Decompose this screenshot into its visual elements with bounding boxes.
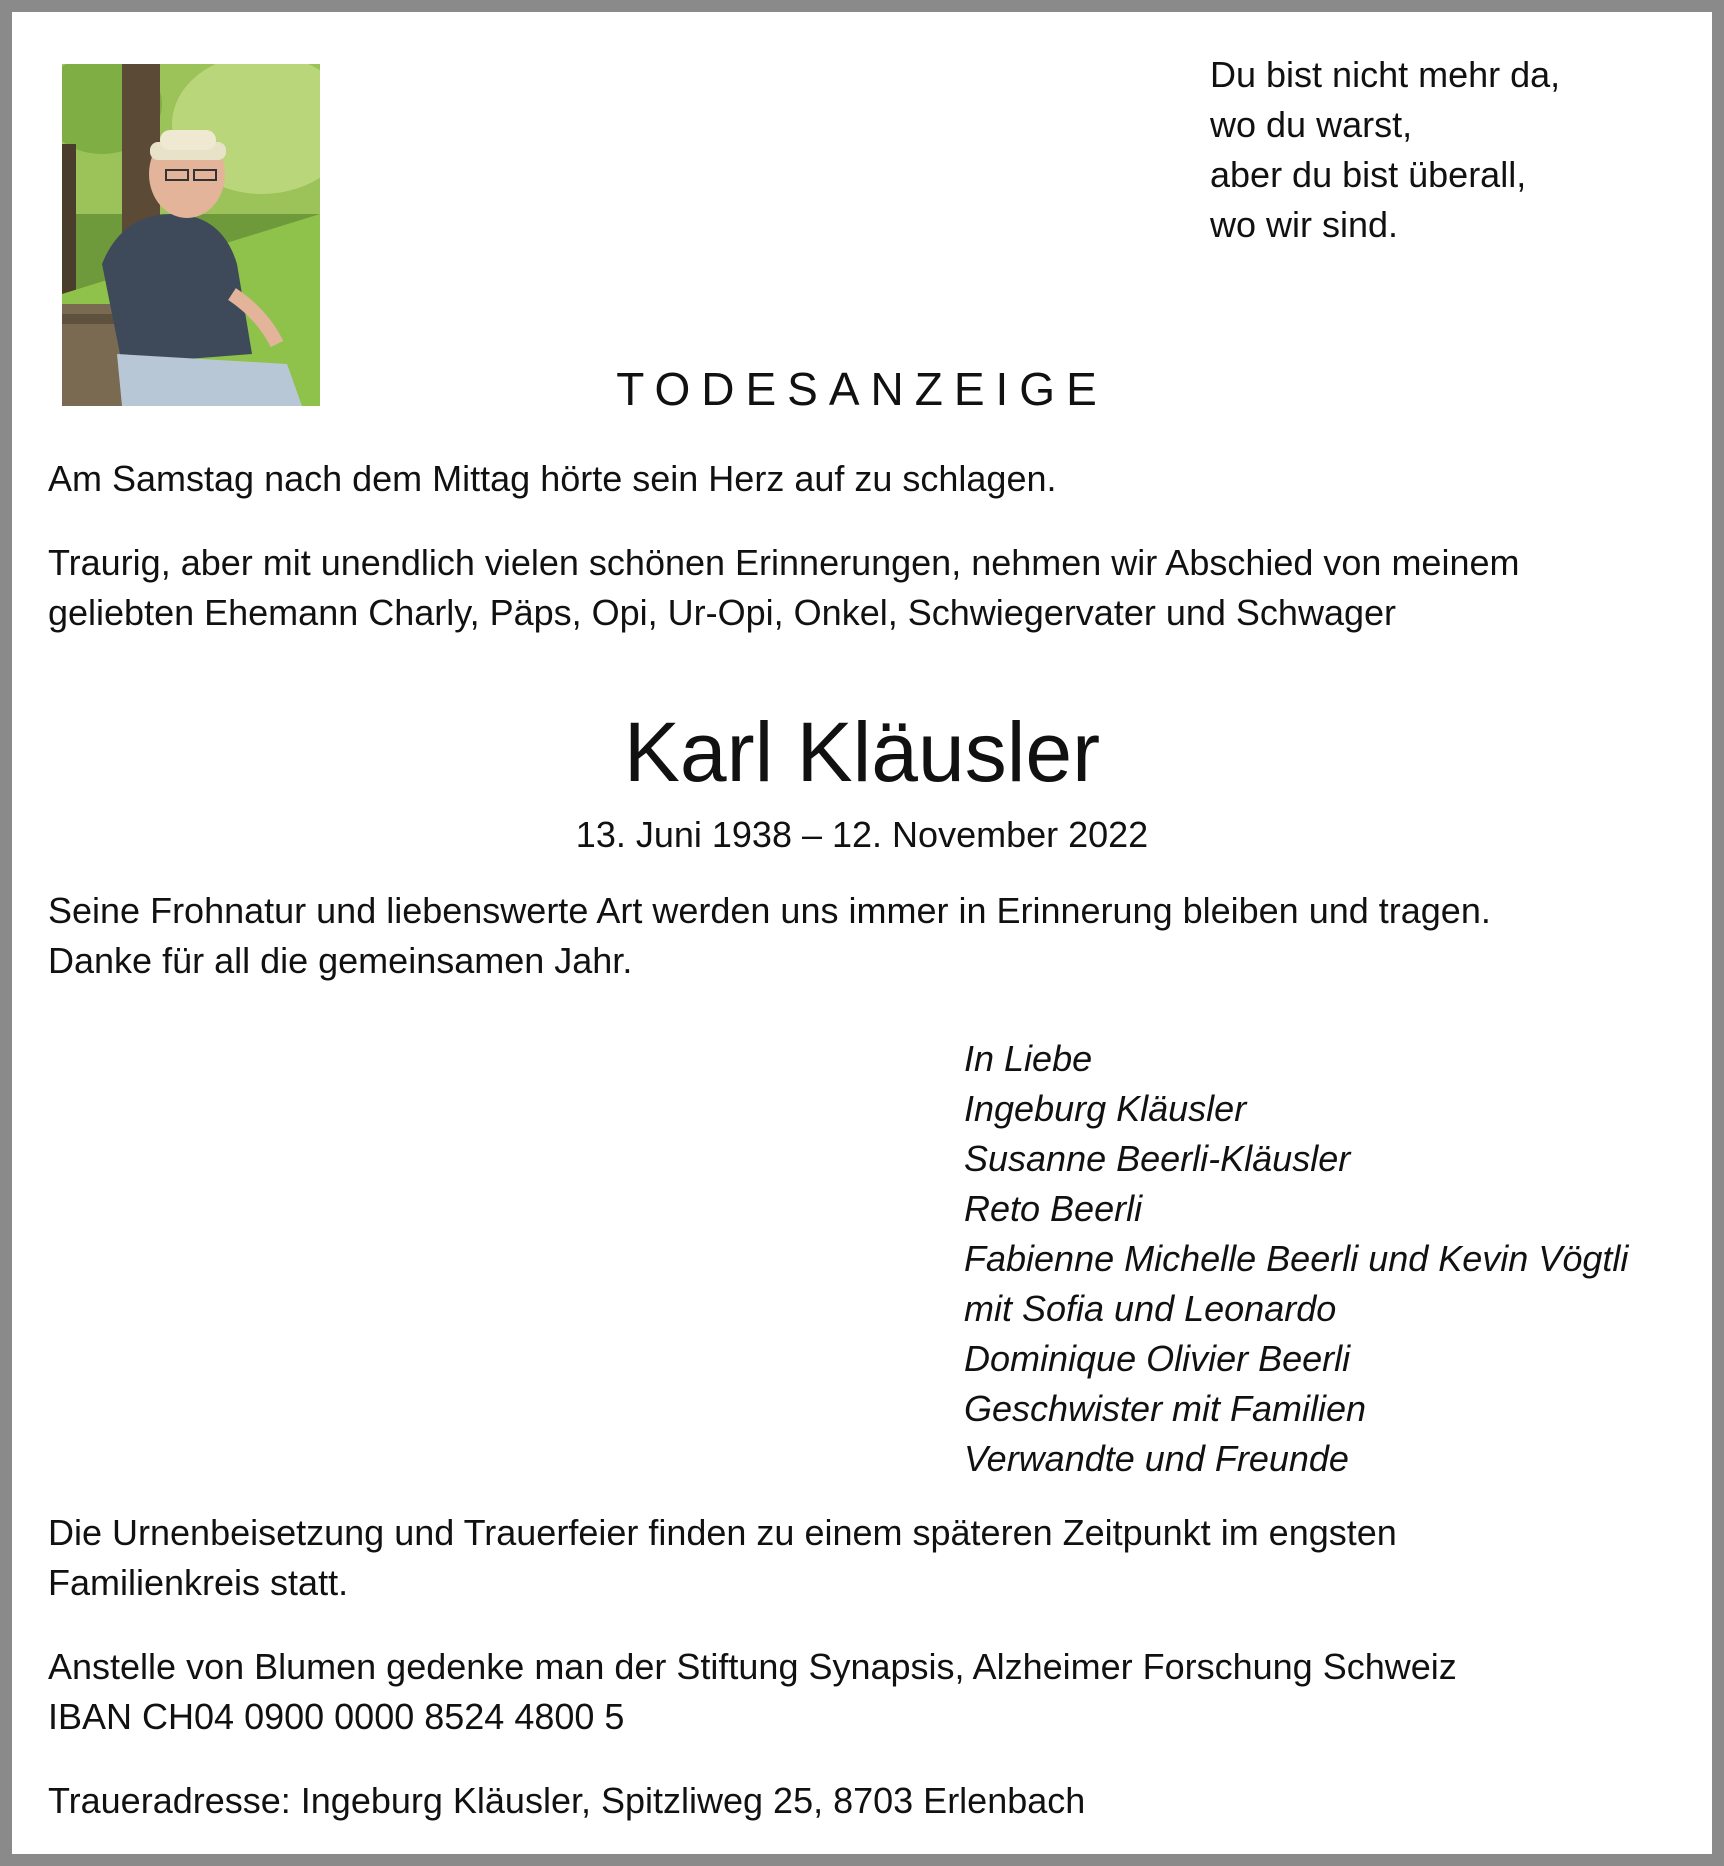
poem-line: Du bist nicht mehr da, <box>1210 54 1561 95</box>
tribute-text <box>48 886 1491 986</box>
intro-text: Am Samstag nach dem Mittag hörte sein Herz auf zu schlagen. <box>48 458 1057 499</box>
donation-line: Anstelle von Blumen gedenke man der Stiftung Synapsis, Alzheimer Forschung Schweiz <box>48 1646 1457 1687</box>
farewell-line: geliebten Ehemann Charly, Päps, Opi, Ur-Opi, Onkel, Schwiegervater und Schwager <box>48 592 1396 633</box>
farewell-text <box>48 538 1519 638</box>
page-title: TODESANZEIGE <box>616 363 1108 415</box>
signer: In Liebe <box>964 1038 1093 1079</box>
signer: Fabienne Michelle Beerli und Kevin Vögtli <box>964 1238 1629 1279</box>
signer: Verwandte und Freunde <box>964 1438 1349 1479</box>
signer: mit Sofia und Leonardo <box>964 1288 1337 1329</box>
portrait-photo <box>62 64 320 406</box>
signer: Susanne Beerli-Kläusler <box>964 1138 1351 1179</box>
signer: Ingeburg Kläusler <box>964 1088 1247 1129</box>
ceremony-line: Familienkreis statt. <box>48 1562 349 1603</box>
life-dates: 13. Juni 1938 – 12. November 2022 <box>575 814 1149 855</box>
signer: Reto Beerli <box>964 1188 1143 1229</box>
signers-list <box>964 1034 1628 1484</box>
ceremony-text <box>48 1508 1397 1608</box>
signer: Geschwister mit Familien <box>964 1388 1367 1429</box>
donation-iban: IBAN CH04 0900 0000 8524 4800 5 <box>48 1696 625 1737</box>
tribute-line: Danke für all die gemeinsamen Jahr. <box>48 940 633 981</box>
ceremony-line: Die Urnenbeisetzung und Trauerfeier finden zu einem späteren Zeitpunkt im engsten <box>48 1512 1397 1553</box>
obituary-page <box>12 12 1712 1854</box>
deceased-name: Karl Kläusler <box>623 705 1101 799</box>
poem <box>1210 50 1560 250</box>
donation-text <box>48 1642 1457 1742</box>
farewell-line: Traurig, aber mit unendlich vielen schönen Erinnerungen, nehmen wir Abschied von meinem <box>48 542 1520 583</box>
mourning-address: Traueradresse: Ingeburg Kläusler, Spitzliweg 25, 8703 Erlenbach <box>48 1780 1086 1821</box>
poem-line: wo du warst, <box>1210 104 1413 145</box>
poem-line: wo wir sind. <box>1210 204 1399 245</box>
signer: Dominique Olivier Beerli <box>964 1338 1351 1379</box>
poem-line: aber du bist überall, <box>1210 154 1527 195</box>
tribute-line: Seine Frohnatur und liebenswerte Art werden uns immer in Erinnerung bleiben und tragen. <box>48 890 1491 931</box>
